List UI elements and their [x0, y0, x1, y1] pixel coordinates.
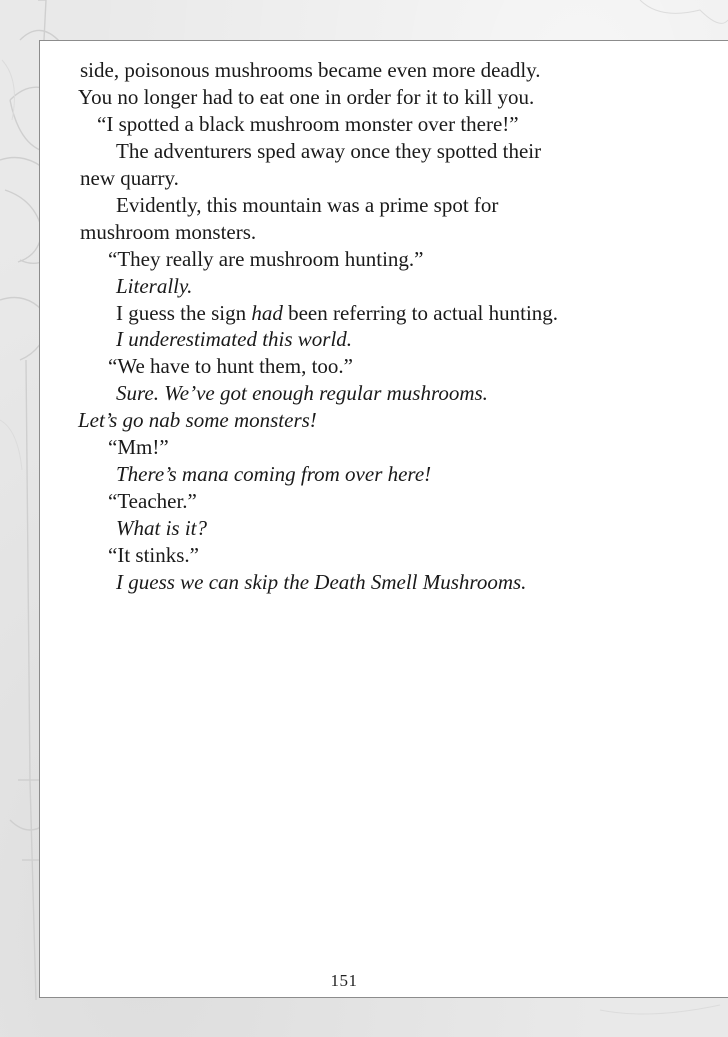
paragraph-line: You no longer had to eat one in order for it to kill you.	[78, 85, 535, 109]
thought-line	[78, 407, 317, 433]
thought-text: There’s mana coming from over here!	[116, 462, 432, 486]
paragraph-line: Evidently, this mountain was a prime spot for	[116, 193, 499, 217]
thought-line	[116, 326, 352, 352]
thought-line	[116, 515, 207, 541]
thought-text: I underestimated this world.	[116, 327, 353, 351]
dialogue-line: “I spotted a black mushroom monster over there!”	[97, 112, 519, 136]
thought-line	[116, 461, 431, 487]
paragraph-line: side, poisonous mushrooms became even more deadly.	[80, 58, 541, 82]
paragraph-line: The adventurers sped away once they spotted their	[116, 139, 542, 163]
paragraph-line: new quarry.	[80, 166, 179, 190]
paragraph-line: I guess the sign had been referring to actual hunting.	[116, 301, 559, 325]
thought-text: What is it?	[116, 516, 208, 540]
dialogue-line: “They really are mushroom hunting.”	[108, 247, 424, 271]
thought-text: I guess we can skip the Death Smell Mushrooms.	[116, 570, 527, 594]
dialogue-line: “We have to hunt them, too.”	[108, 354, 353, 378]
thought-text: Literally.	[116, 274, 193, 298]
thought-text: Sure. We’ve got enough regular mushrooms.	[116, 381, 488, 405]
dialogue-line: “It stinks.”	[108, 543, 199, 567]
thought-line	[116, 273, 192, 299]
dialogue-line: “Teacher.”	[108, 489, 197, 513]
thought-line	[116, 380, 488, 406]
dialogue-line: “Mm!”	[108, 435, 169, 459]
paragraph-line: mushroom monsters.	[80, 220, 257, 244]
emphasis-text: had	[251, 301, 283, 325]
thought-line	[116, 569, 526, 595]
page-number: 151	[330, 971, 358, 990]
thought-text: Let’s go nab some monsters!	[78, 408, 317, 432]
